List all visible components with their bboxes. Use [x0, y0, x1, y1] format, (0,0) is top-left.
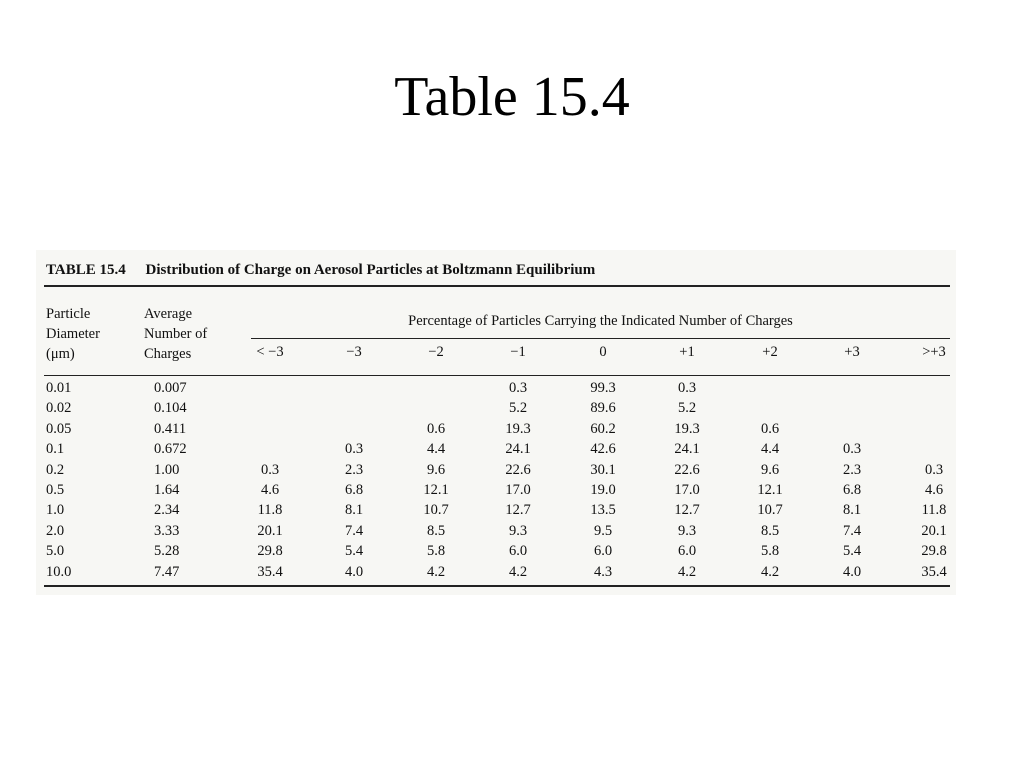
percentage-cell: 0.6 [760, 420, 780, 437]
percentage-cell: 8.5 [426, 522, 446, 539]
slide-title: Table 15.4 [394, 66, 630, 128]
average-header-line-3: Charges [144, 346, 192, 362]
average-charges-cell: 1.64 [154, 481, 180, 498]
percentage-cell: 7.4 [842, 522, 862, 539]
percentage-cell: 6.0 [677, 543, 697, 560]
col-head-lt-minus3: < −3 [256, 344, 284, 360]
percentage-cell: 5.4 [842, 543, 862, 560]
col-head-minus3: −3 [346, 344, 362, 360]
table-row [36, 398, 956, 418]
percentage-cell: 19.0 [590, 481, 616, 498]
percentage-cell: 6.8 [344, 481, 364, 498]
diameter-cell: 0.02 [46, 400, 72, 417]
percentage-cell: 9.6 [760, 461, 780, 478]
percentage-cell: 0.6 [426, 420, 446, 437]
diameter-cell: 0.2 [46, 461, 65, 478]
percentage-cell: 5.8 [426, 543, 446, 560]
percentage-cell: 30.1 [590, 461, 616, 478]
percentage-cell: 4.2 [677, 563, 697, 580]
percentage-cell: 35.4 [921, 563, 947, 580]
percentage-cell: 4.6 [924, 481, 944, 498]
percentage-cell: 9.6 [426, 461, 446, 478]
table-row [36, 521, 956, 541]
percentage-cell: 5.2 [677, 400, 697, 417]
table-row [36, 378, 956, 398]
percentage-cell: 13.5 [590, 502, 616, 519]
percentage-cell: 4.2 [760, 563, 780, 580]
percentage-cell: 4.0 [344, 563, 364, 580]
diameter-header-line-2: Diameter [46, 326, 100, 342]
bottom-rule [44, 585, 950, 587]
average-header [144, 304, 207, 364]
percentage-cell: 2.3 [344, 461, 364, 478]
percentage-cell: 7.4 [344, 522, 364, 539]
percentage-cell: 17.0 [505, 481, 531, 498]
average-charges-cell: 0.411 [154, 420, 187, 437]
diameter-cell: 0.1 [46, 441, 65, 458]
average-charges-cell: 5.28 [154, 543, 180, 560]
percentage-cell: 22.6 [505, 461, 531, 478]
average-charges-cell: 7.47 [154, 563, 180, 580]
percentage-cell: 8.1 [842, 502, 862, 519]
percentage-cell: 99.3 [590, 380, 616, 396]
table-caption-text: Distribution of Charge on Aerosol Particles at Boltzmann Equilibrium [145, 262, 596, 278]
average-header-line-2: Number of [144, 326, 208, 342]
percentage-cell: 4.4 [426, 441, 446, 458]
diameter-cell: 5.0 [46, 543, 65, 560]
percentage-cell: 20.1 [257, 522, 283, 539]
col-head-gt-plus3: >+3 [922, 344, 946, 360]
percentage-cell: 4.0 [842, 563, 862, 580]
table-row [36, 439, 956, 459]
diameter-cell: 1.0 [46, 502, 65, 519]
average-charges-cell: 3.33 [154, 522, 180, 539]
percentage-cell: 29.8 [257, 543, 283, 560]
percentage-cell: 29.8 [921, 543, 947, 560]
table-row [36, 480, 956, 500]
percentage-cell: 20.1 [921, 522, 947, 539]
table-row [36, 460, 956, 480]
percentage-cell: 0.3 [344, 441, 364, 458]
average-charges-cell: 2.34 [154, 502, 180, 519]
percentage-cell: 9.5 [593, 522, 613, 539]
percentage-cell: 4.2 [508, 563, 528, 580]
percentage-cell: 6.0 [593, 543, 613, 560]
percentage-cell: 6.8 [842, 481, 862, 498]
percentage-cell: 0.3 [260, 461, 280, 478]
percentage-cell: 10.7 [757, 502, 783, 519]
percentage-cell: 5.2 [508, 400, 528, 417]
table-number: TABLE 15.4 [46, 262, 126, 278]
percentage-cell: 89.6 [590, 400, 616, 417]
diameter-cell: 2.0 [46, 522, 65, 539]
diameter-cell: 0.05 [46, 420, 72, 437]
percentage-cell: 5.8 [760, 543, 780, 560]
col-head-minus1: −1 [510, 344, 526, 360]
percentage-cell: 0.3 [508, 380, 528, 396]
col-head-plus2: +2 [762, 344, 778, 360]
table-row [36, 500, 956, 520]
percentage-cell: 9.3 [677, 522, 697, 539]
percentage-cell: 17.0 [674, 481, 700, 498]
scanned-table [36, 250, 956, 595]
col-head-zero: 0 [599, 344, 607, 360]
percentage-cell: 24.1 [674, 441, 700, 458]
table-caption [46, 262, 595, 279]
percentage-cell: 19.3 [674, 420, 700, 437]
percentage-cell: 22.6 [674, 461, 700, 478]
percentage-cell: 12.7 [674, 502, 700, 519]
table-row [36, 541, 956, 561]
percentage-cell: 0.3 [677, 380, 697, 396]
percentage-cell: 2.3 [842, 461, 862, 478]
percentage-cell: 4.4 [760, 441, 780, 458]
col-head-minus2: −2 [428, 344, 444, 360]
percentage-cell: 4.6 [260, 481, 280, 498]
percentage-cell: 8.1 [344, 502, 364, 519]
average-charges-cell: 0.007 [154, 380, 187, 396]
col-head-plus3: +3 [844, 344, 860, 360]
percentage-cell: 9.3 [508, 522, 528, 539]
header-rule [44, 375, 950, 376]
percentage-cell: 4.2 [426, 563, 446, 580]
table-row [36, 562, 956, 582]
average-charges-cell: 0.672 [154, 441, 187, 458]
percentage-cell: 0.3 [924, 461, 944, 478]
diameter-cell: 10.0 [46, 563, 72, 580]
percentage-cell: 4.3 [593, 563, 613, 580]
percentage-cell: 5.4 [344, 543, 364, 560]
percentage-cell: 19.3 [505, 420, 531, 437]
percentage-cell: 12.7 [505, 502, 531, 519]
percentage-cell: 42.6 [590, 441, 616, 458]
percentage-cell: 60.2 [590, 420, 616, 437]
percentage-cell: 24.1 [505, 441, 531, 458]
table-body [36, 378, 956, 582]
percentage-cell: 6.0 [508, 543, 528, 560]
percentage-cell: 11.8 [921, 502, 947, 519]
percentage-cell: 10.7 [423, 502, 449, 519]
percentage-cell: 11.8 [257, 502, 283, 519]
diameter-cell: 0.5 [46, 481, 65, 498]
diameter-header-line-1: Particle [46, 306, 91, 322]
average-charges-cell: 0.104 [154, 400, 187, 417]
percentage-span-header: Percentage of Particles Carrying the Indicated Number of Charges [408, 313, 793, 329]
percentage-cell: 12.1 [757, 481, 783, 498]
table-row [36, 419, 956, 439]
span-rule [251, 338, 950, 339]
diameter-cell: 0.01 [46, 380, 72, 396]
percentage-cell: 35.4 [257, 563, 283, 580]
average-charges-cell: 1.00 [154, 461, 180, 478]
col-head-plus1: +1 [679, 344, 695, 360]
diameter-header-line-3: (μm) [46, 346, 75, 362]
percentage-cell: 8.5 [760, 522, 780, 539]
percentage-cell: 12.1 [423, 481, 449, 498]
average-header-line-1: Average [144, 306, 193, 322]
top-rule [44, 285, 950, 287]
diameter-header [46, 304, 100, 364]
percentage-cell: 0.3 [842, 441, 862, 458]
